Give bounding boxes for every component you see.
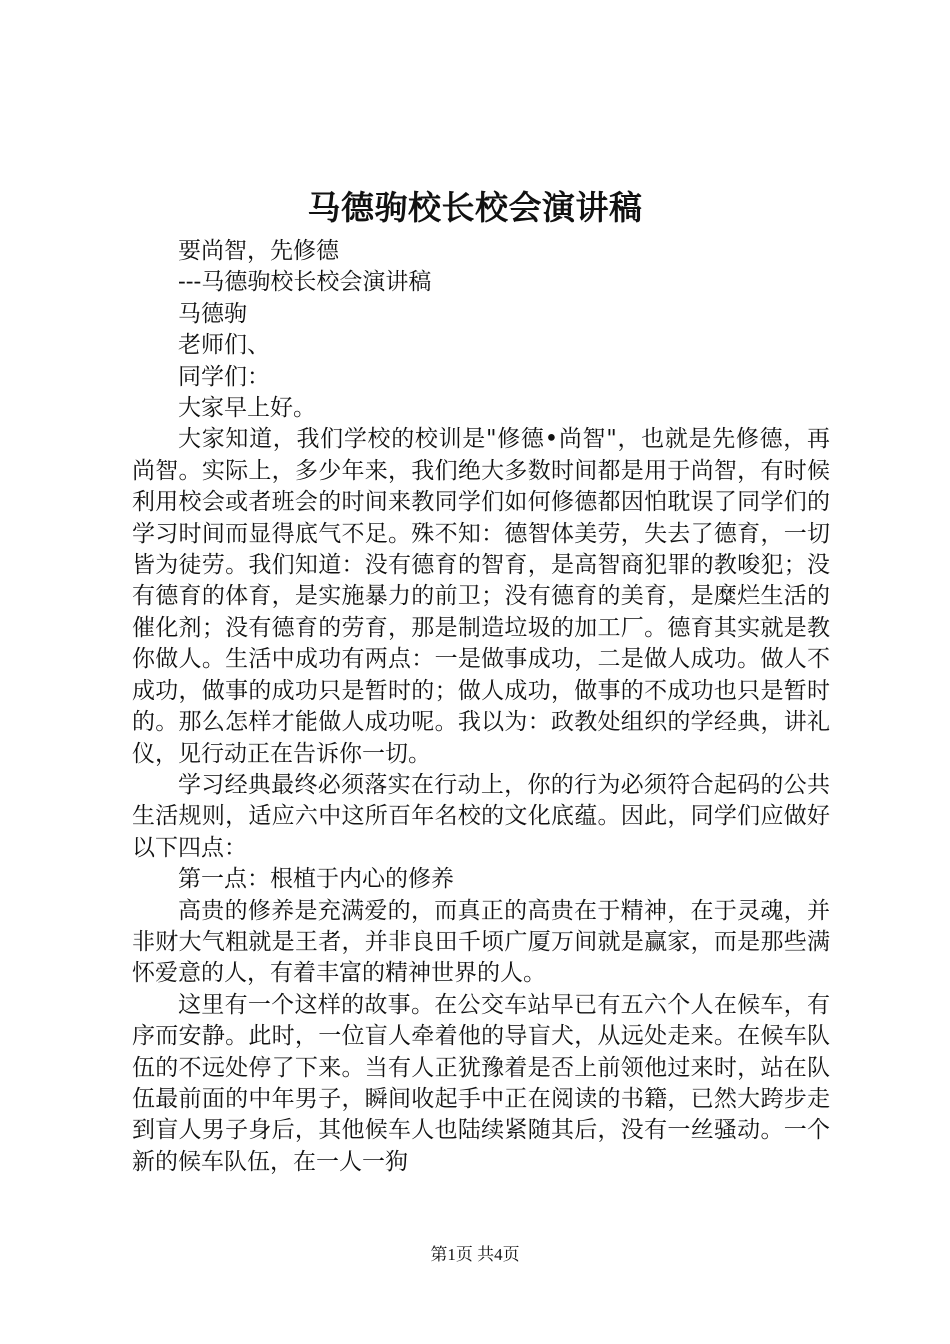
paragraph-title-line: ---马德驹校长校会演讲稿: [178, 269, 432, 296]
document-title: 马德驹校长校会演讲稿: [307, 188, 643, 227]
paragraph-greeting-teachers: 老师们、: [178, 332, 270, 359]
paragraph-learning-classics: 学习经典最终必须落实在行动上，你的行为必须符合起码的公共生活规则，适应六中这所百年名校的文化底蕴。因此，同学们应做好以下四点：: [132, 771, 830, 861]
paragraph-noble-cultivation: 高贵的修养是充满爱的，而真正的高贵在于精神，在于灵魂，并非财大气粗就是王者，并非良田千顷广厦万间就是赢家，而是那些满怀爱意的人，有着丰富的精神世界的人。: [132, 897, 830, 987]
paragraph-greeting-students: 同学们：: [178, 363, 270, 390]
paragraph-author: 马德驹: [178, 300, 247, 327]
paragraph-point-one-heading: 第一点：根植于内心的修养: [178, 866, 454, 893]
paragraph-good-morning: 大家早上好。: [178, 395, 316, 422]
page-footer: 第1页 共4页: [430, 1245, 520, 1264]
paragraph-school-motto: 大家知道，我们学校的校训是"修德•尚智"，也就是先修德，再尚智。实际上，多少年来，我们绝大多数时间都是用于尚智，有时候利用校会或者班会的时间来教同学们如何修德都因怕耽误了同学们的学习时间而显得底气不足。殊不知：德智体美劳，失去了德育，一切皆为徒劳。我们知道：没有德育的智育，是高智商犯罪的教唆犯；没有德育的体育，是实施暴力的前卫；没有德育的美育，是糜烂生活的催化剂；没有德育的劳育，那是制造垃圾的加工厂。德育其实就是教你做人。生活中成功有两点：一是做事成功，二是做人成功。做人不成功，做事的成功只是暂时的；做人成功，做事的不成功也只是暂时的。那么怎样才能做人成功呢。我以为：政教处组织的学经典，讲礼仪，见行动正在告诉你一切。: [132, 426, 830, 767]
document-body: [132, 236, 830, 1178]
paragraph-subtitle: 要尚智，先修德: [178, 238, 339, 264]
paragraph-bus-story: 这里有一个这样的故事。在公交车站早已有五六个人在候车，有序而安静。此时，一位盲人牵着他的导盲犬，从远处走来。在候车队伍的不远处停了下来。当有人正犹豫着是否上前领他过来时，站在队伍最前面的中年男子，瞬间收起手中正在阅读的书籍，已然大跨步走到盲人男子身后，其他候车人也陆续紧随其后，没有一丝骚动。一个新的候车队伍，在一人一狗: [132, 991, 830, 1175]
